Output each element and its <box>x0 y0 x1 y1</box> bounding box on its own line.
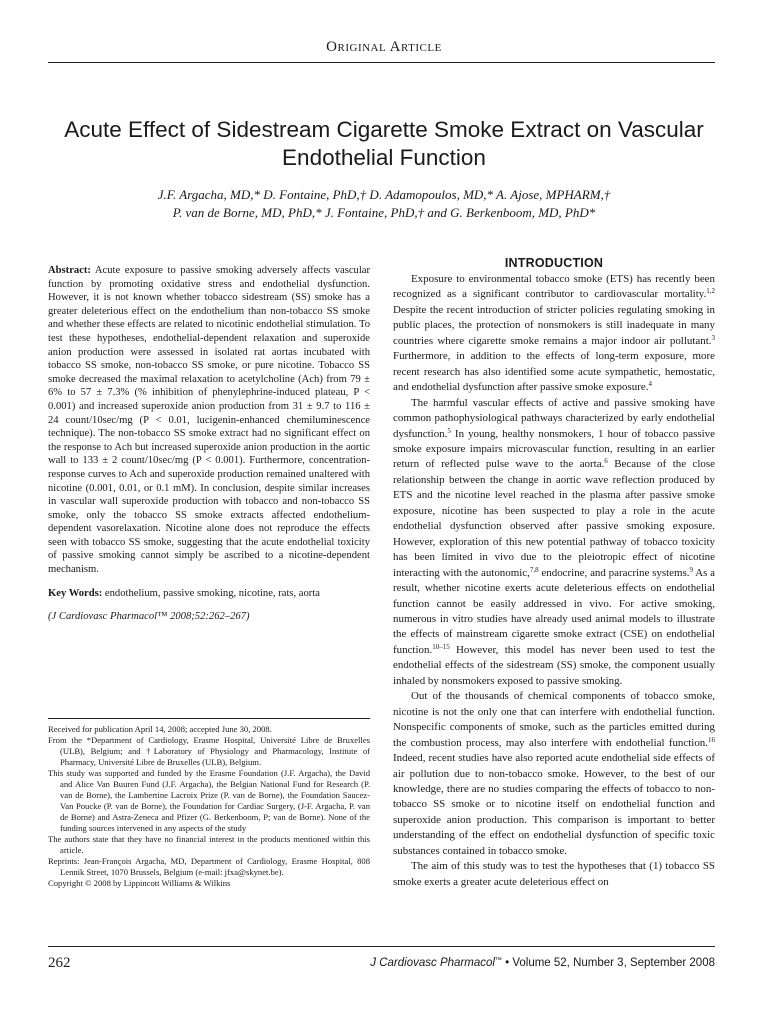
article-title: Acute Effect of Sidestream Cigarette Smoke Extract on Vascular Endothelial Function <box>64 117 704 170</box>
text-run: The harmful vascular effects of active and passive smoking have common pathophysiological pathways characterized by early endothelial dysfunction. <box>393 396 715 440</box>
keywords-label: Key Words: <box>48 587 103 599</box>
trademark: ™ <box>494 957 502 964</box>
author-line-2: P. van de Borne, MD, PhD,* J. Fontaine, PhD,† and G. Berkenboom, MD, PhD* <box>172 205 596 220</box>
note-funding: This study was supported and funded by the Erasme Foundation (J.F. Argacha), the David and Alice Van Buuren Fund (J.F. Argacha), the Belgian National Fund for Research (P. van de Borne), the Lambertine Lacroix Prize (P. van de Borne), the Foundation Saucez-Van Poucke (P. van de Borne), the Foundation for Cardiac Surgery, (J-F. Argacha, P. van de Borne) and Astra-Zeneca and Pfizer (G. Berkenboom, P; van de Borne). None of the funding sources intervened in any aspects of the study <box>48 768 370 833</box>
text-run: However, this model has never been used to test the endothelial effects of the sidestream (SS) smoke, the component usually inhaled by nonsmokers exposed to passive smoking. <box>393 643 715 687</box>
reference: 4 <box>648 380 652 389</box>
footer-rule <box>48 946 715 947</box>
text-run: Out of the thousands of chemical components of tobacco smoke, nicotine is not the only one that can interfere with endothelial function. Nonspecific components of smoke, such as the particles emitted during the combustion process, may also interfere with endothelial function. <box>393 690 715 749</box>
page-number: 262 <box>48 955 71 971</box>
reference: 1,2 <box>706 287 715 296</box>
keywords-text: endothelium, passive smoking, nicotine, rats, aorta <box>104 587 320 599</box>
keywords <box>48 587 370 601</box>
introduction-section <box>393 256 715 890</box>
reference: 3 <box>711 333 715 342</box>
text-run: Exposure to environmental tobacco smoke (ETS) has recently been recognized as a significant contributor to cardiovascular mortality. <box>393 273 715 301</box>
author-list <box>40 186 728 222</box>
volume-info: • Volume 52, Number 3, September 2008 <box>501 957 715 969</box>
reference: 5 <box>447 426 451 435</box>
header-rule <box>48 62 715 63</box>
reference: 10–15 <box>432 642 450 651</box>
article-notes <box>48 724 370 889</box>
reference: 7,8 <box>529 565 539 574</box>
journal-info <box>370 957 715 969</box>
text-run: As a result, whether nicotine exerts acute deleterious effects on endothelial function cannot be easily addressed in vivo. For active smoking, numerous in vitro studies have already used animal models to illustrate the effects of mainstream cigarette smoke extract (CSE) on endothelial function. <box>393 566 716 656</box>
note-received: Received for publication April 14, 2008; accepted June 30, 2008. <box>48 724 272 734</box>
notes-rule <box>48 718 370 719</box>
abstract-section <box>48 264 370 624</box>
intro-paragraph-2 <box>393 396 715 690</box>
text-run: Despite the recent introduction of stricter policies regulating smoking in public places, the protection of nonsmokers is still inadequate in many countries where cigarette smoke remains a major indoor air pollutant. <box>393 303 715 347</box>
intro-paragraph-3 <box>393 689 715 859</box>
note-affiliations: From the *Department of Cardiology, Erasme Hospital, Université Libre de Bruxelles (ULB), Belgium; and †Laboratory of Physiology and Pharmacology, Institute of Pharmacy, Université Libre de Bruxelles (ULB), Belgium. <box>48 735 370 767</box>
intro-paragraph-4: The aim of this study was to test the hypotheses that (1) tobacco SS smoke exerts a greater acute deleterious effect on <box>393 860 715 888</box>
text-run: Because of the close relationship between the change in aortic wave reflection produced by ETS and the nicotine level reached in the plasma after passive smoke exposure, nicotine has been suspected to play a role in the acute endothelial dysfunction observed after passive smoking exposure. However, exploration of this new potential pathway of tobacco toxicity has been limited in vivo due to the pleiotropic effect of nicotine interacting with the autonomic, <box>393 458 716 579</box>
journal-citation: (J Cardiovasc Pharmacol™ 2008;52:262–267) <box>48 611 250 623</box>
reference: 6 <box>604 457 608 466</box>
abstract-label: Abstract: <box>48 265 91 276</box>
text-run: Furthermore, in addition to the effects of long-term exposure, more recent research has also identified some acute sympathetic, hemostatic, and endothelial dysfunction after passive smoke exposure. <box>393 350 715 394</box>
abstract-text: Acute exposure to passive smoking adversely affects vascular function by promoting oxidative stress and endothelial dysfunction. However, it is not known whether tobacco sidestream (SS) smoke has a greater deleterious effect on the endothelium than non-tobacco SS smoke and whether these effects are related to nicotinic endothelial stimulation. To test these hypotheses, endothelial-dependent relaxation and superoxide anion production were assessed in isolated rat aortas incubated with tobacco SS smoke, non-tobacco SS smoke, or pure nicotine. Tobacco SS smoke decreased the maximal relaxation to acetylcholine (Ach) from 79 ± 6% to 57 ± 7.3% (% inhibition of phenylephrine-induced plateau, P < 0.001) and increased superoxide anion production from 31 ± 9.7 to 116 ± 24 count/10sec/mg (P < 0.01, lucigenin-enhanced chemiluminescence technique). The non-tobacco SS smoke extract had no significant effect on the response to Ach but increased superoxide anion production in the aortic wall to 133 ± 2 count/10sec/mg (P < 0.001). Furthermore, concentration-response curves to Ach and superoxide production remained unaltered with nicotine (0.001, 0.01, or 0.1 mM). In conclusion, despite similar increases in vascular wall superoxide production with tobacco and non-tobacco SS smoke, only the tobacco SS smoke extracts affected endothelium-dependent vasorelaxation. Nicotine alone does not reproduce the effects seen with tobacco SS smoke, suggesting that the acute endothelial toxicity of passive smoking cannot simply be ascribed to a nicotine-dependent mechanism. <box>48 265 370 576</box>
note-disclosure: The authors state that they have no financial interest in the products mentioned within this article. <box>48 834 370 855</box>
text-run: endocrine, and paracrine systems. <box>538 566 690 579</box>
abstract-paragraph <box>48 264 370 577</box>
author-line-1: J.F. Argacha, MD,* D. Fontaine, PhD,† D. Adamopoulos, MD,* A. Ajose, MPHARM,† <box>157 187 611 202</box>
reference: 16 <box>708 735 715 744</box>
text-run: Indeed, recent studies have also reported acute endothelial side effects of air pollution due to non-tobacco smoke. However, to the best of our knowledge, there are no studies comparing the effects of tobacco to non-tobacco SS smoke or to nicotine itself on endothelial function and superoxide anion production. This comparison is important to better understanding of the effect on endothelial dysfunction of specific toxic substances contained in tobacco smoke. <box>393 752 715 857</box>
introduction-heading: INTRODUCTION <box>504 256 604 270</box>
journal-name: J Cardiovasc Pharmacol <box>370 957 495 969</box>
text-run: In young, healthy nonsmokers, 1 hour of tobacco passive smoke exposure impairs microvascular function, resulting in an earlier return of reflected pulse wave to the aorta. <box>393 427 715 471</box>
note-reprints: Reprints: Jean-François Argacha, MD, Department of Cardiology, Erasme Hospital, 808 Lennik Street, 1070 Brussels, Belgium (e-mail: jfxa@skynet.be). <box>48 856 370 877</box>
page-footer <box>48 955 715 975</box>
section-label: Original Article <box>326 39 442 55</box>
reference: 9 <box>689 565 694 574</box>
note-copyright: Copyright © 2008 by Lippincott Williams & Wilkins <box>48 878 231 888</box>
intro-paragraph-1 <box>393 272 715 396</box>
